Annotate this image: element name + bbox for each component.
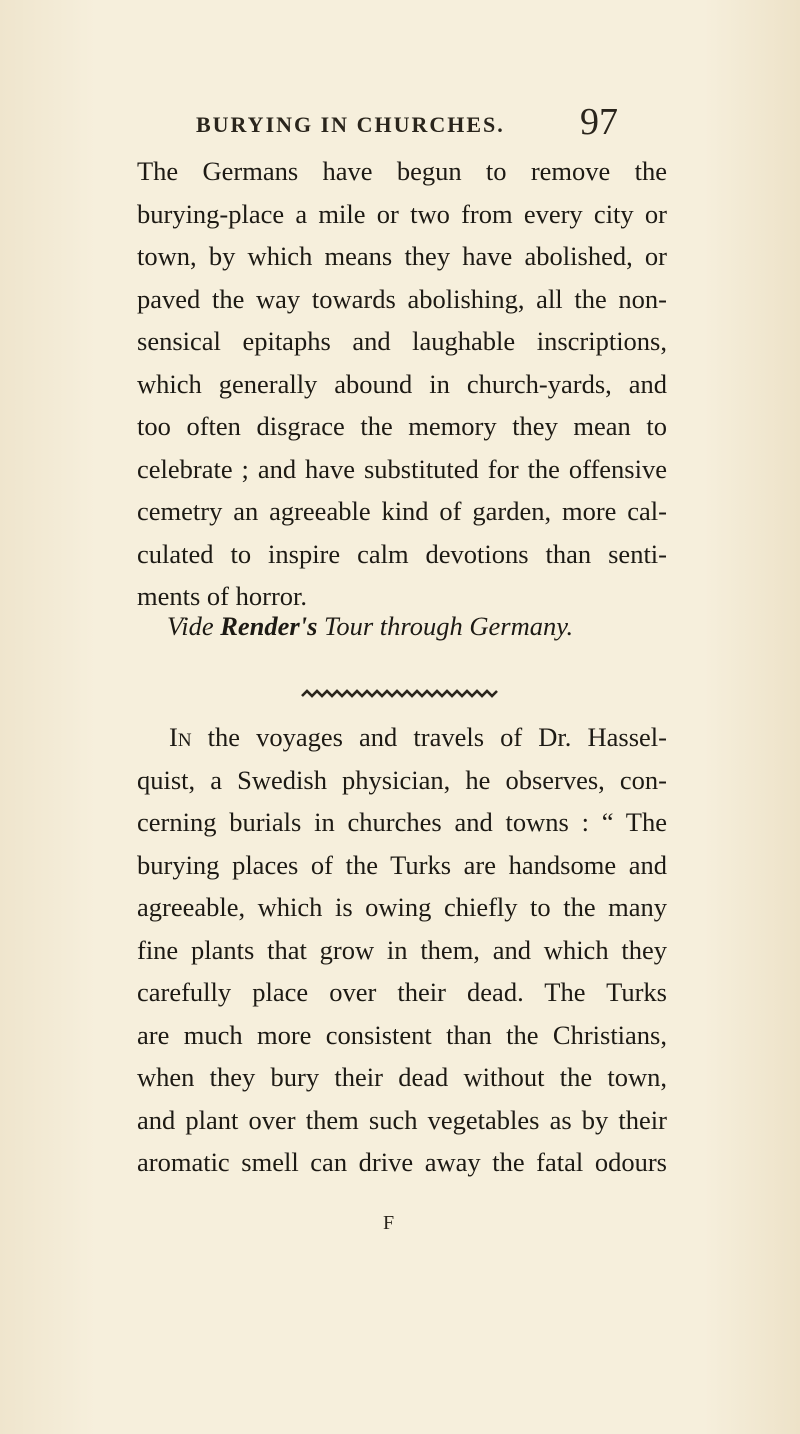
text-line: ments of horror. xyxy=(137,581,308,611)
running-title: BURYING IN CHURCHES. xyxy=(196,112,505,137)
text-line: burying places of the Turks are handsome and xyxy=(137,849,667,880)
page-header xyxy=(0,101,800,143)
text-line: carefully place over their dead. The Turks xyxy=(137,977,667,1007)
citation-author: Render's xyxy=(220,611,318,641)
text-line: culated to inspire calm devotions than senti- xyxy=(137,538,667,569)
text-line: agreeable, which is owing chiefly to the many xyxy=(137,892,667,922)
initial-word: In xyxy=(169,722,192,752)
text-line: celebrate ; and have substituted for the offensive xyxy=(137,453,667,484)
text-line: cemetry an agreeable kind of garden, more cal- xyxy=(137,496,667,526)
section-divider-ornament xyxy=(300,687,500,701)
citation-title: Tour through Germany. xyxy=(317,611,574,641)
signature-mark: F xyxy=(383,1212,395,1234)
paragraph-hasselquist xyxy=(137,716,667,1184)
text-line: town, by which means they have abolished, or xyxy=(137,241,667,271)
paragraph-germans xyxy=(137,150,667,618)
text-line: and plant over them such vegetables as by their xyxy=(137,1104,667,1135)
text-line xyxy=(137,716,667,759)
text-line: sensical epitaphs and laughable inscriptions, xyxy=(137,326,667,356)
text-line: cerning burials in churches and towns : “ The xyxy=(137,807,667,837)
line-rest: the voyages and travels of Dr. Hassel- xyxy=(191,722,667,752)
citation xyxy=(167,611,573,642)
text-line: burying-place a mile or two from every city or xyxy=(137,198,667,229)
page-number: 97 xyxy=(580,101,618,143)
text-line: when they bury their dead without the town, xyxy=(137,1062,667,1092)
text-line: are much more consistent than the Christians, xyxy=(137,1019,667,1050)
citation-prefix: Vide xyxy=(167,611,221,641)
text-line: too often disgrace the memory they mean to xyxy=(137,411,667,441)
text-line: quist, a Swedish physician, he observes, con- xyxy=(137,764,667,795)
text-line: which generally abound in church-yards, and xyxy=(137,368,667,399)
text-line: aromatic smell can drive away the fatal odours xyxy=(137,1147,667,1177)
text-line: fine plants that grow in them, and which they xyxy=(137,934,667,965)
text-line: paved the way towards abolishing, all the non- xyxy=(137,283,667,314)
text-line: The Germans have begun to remove the xyxy=(137,156,667,186)
